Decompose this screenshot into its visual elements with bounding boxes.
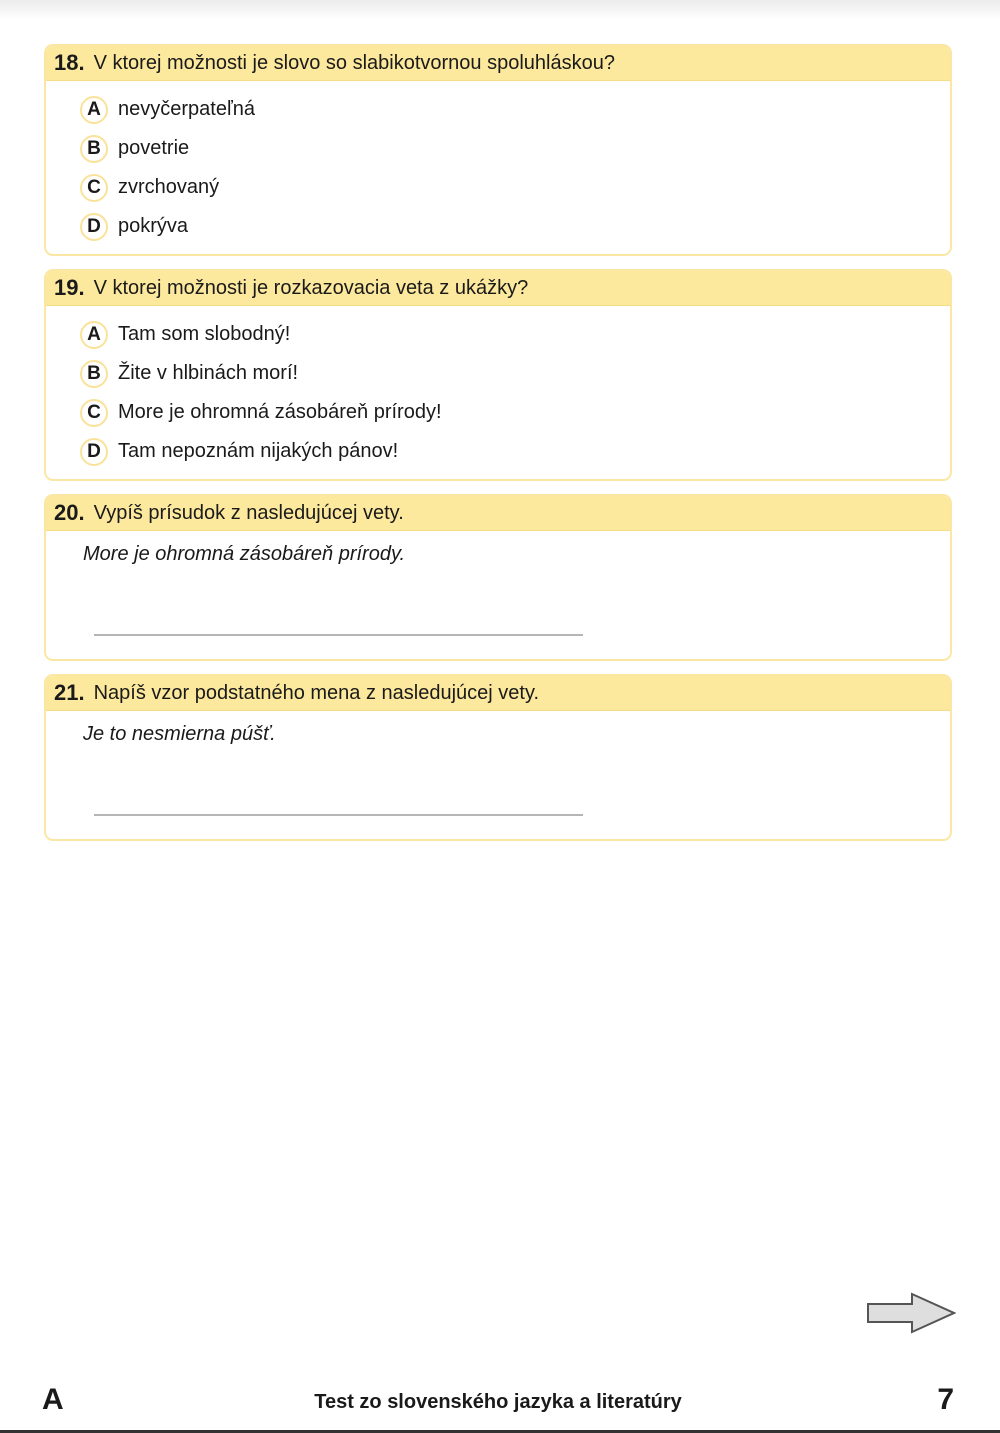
page-top-shadow [0,0,1000,20]
option-letter-badge: C [80,174,108,202]
option-letter-badge: A [80,321,108,349]
option-d[interactable] [80,432,950,471]
option-letter-badge: B [80,360,108,388]
question-number: 21. [54,680,85,705]
question-text: Napíš vzor podstatného mena z nasledujúcej vety. [93,681,540,704]
option-letter-badge: C [80,399,108,427]
question-number: 19. [54,275,85,300]
question-number: 20. [54,500,85,525]
option-text: Tam som slobodný! [118,323,291,345]
option-text: More je ohromná zásobáreň prírody! [118,401,442,423]
option-a[interactable] [80,90,950,129]
option-b[interactable] [80,354,950,393]
option-c[interactable] [80,393,950,432]
question-text: V ktorej možnosti je rozkazovacia veta z ukážky? [93,276,529,299]
option-text: nevyčerpateľná [118,98,256,120]
question-20-header [46,496,950,531]
option-a[interactable] [80,315,950,354]
question-18-header [46,46,950,81]
question-19-header [46,271,950,306]
question-19-box [44,269,952,481]
answer-line[interactable] [94,634,583,636]
example-sentence: More je ohromná zásobáreň prírody. [83,543,406,565]
question-number: 18. [54,50,85,75]
question-text: Vypíš prísudok z nasledujúcej vety. [93,501,404,524]
answer-line[interactable] [94,814,583,816]
question-20-box [44,494,952,661]
test-title: Test zo slovenského jazyka a literatúry [314,1391,682,1413]
test-variant: A [42,1383,64,1416]
option-b[interactable] [80,129,950,168]
example-sentence: Je to nesmierna púšť. [83,723,276,745]
option-d[interactable] [80,207,950,246]
question-21-header [46,676,950,711]
option-text: zvrchovaný [118,176,220,198]
question-18-box [44,44,952,256]
right-arrow-icon [866,1292,956,1334]
next-page-arrow[interactable] [866,1292,956,1339]
option-text: Tam nepoznám nijakých pánov! [118,440,399,462]
option-letter-badge: D [80,213,108,241]
option-text: Žite v hlbinách morí! [118,362,299,384]
option-text: povetrie [118,137,190,159]
page-footer [0,1383,1000,1419]
option-letter-badge: B [80,135,108,163]
question-21-box [44,674,952,841]
option-letter-badge: A [80,96,108,124]
option-c[interactable] [80,168,950,207]
option-letter-badge: D [80,438,108,466]
option-text: pokrývа [118,215,189,237]
question-text: V ktorej možnosti je slovo so slabikotvornou spoluhláskou? [93,51,615,74]
page-number: 7 [937,1383,954,1416]
